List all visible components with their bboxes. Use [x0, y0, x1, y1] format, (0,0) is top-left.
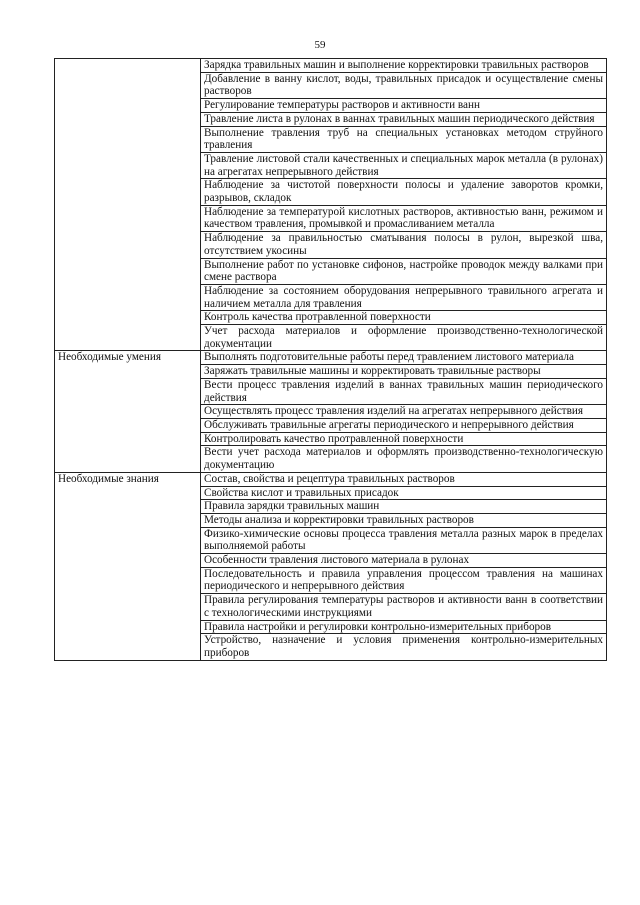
section-item: Контроль качества протравленной поверхности: [201, 311, 607, 325]
section-item: Наблюдение за чистотой поверхности полосы и удаление заворотов кромки, разрывов, складок: [201, 179, 607, 205]
competency-table: [54, 58, 607, 661]
section-item: Свойства кислот и травильных присадок: [201, 486, 607, 500]
section-item: Методы анализа и корректировки травильных растворов: [201, 513, 607, 527]
section-item: Травление листовой стали качественных и специальных марок металла (в рулонах) на агрегатах непрерывного действия: [201, 152, 607, 178]
section-item: Выполнять подготовительные работы перед травлением листового материала: [201, 351, 607, 365]
section-item: Устройство, назначение и условия применения контрольно-измерительных приборов: [201, 634, 607, 660]
section-item: Добавление в ванну кислот, воды, травильных присадок и осуществление смены растворов: [201, 72, 607, 98]
section-item: Состав, свойства и рецептура травильных растворов: [201, 472, 607, 486]
section-item: Регулирование температуры растворов и активности ванн: [201, 99, 607, 113]
table-row: [55, 351, 607, 365]
section-item: Осуществлять процесс травления изделий на агрегатах непрерывного действия: [201, 405, 607, 419]
section-item: Зарядка травильных машин и выполнение корректировки травильных растворов: [201, 59, 607, 73]
section-item: Вести процесс травления изделий в ваннах травильных машин периодического действия: [201, 378, 607, 404]
section-item: Правила регулирования температуры растворов и активности ванн в соответствии с технологическими инструкциями: [201, 594, 607, 620]
section-item: Последовательность и правила управления процессом травления на машинах периодического и непрерывного действия: [201, 567, 607, 593]
section-item: Особенности травления листового материала в рулонах: [201, 554, 607, 568]
section-item: Правила настройки и регулировки контрольно-измерительных приборов: [201, 620, 607, 634]
section-item: Правила зарядки травильных машин: [201, 500, 607, 514]
section-label-required-knowledge: Необходимые знания: [55, 472, 201, 660]
section-item: Контролировать качество протравленной поверхности: [201, 432, 607, 446]
section-item: Выполнение травления труб на специальных установках методом струйного травления: [201, 126, 607, 152]
section-item: Заряжать травильные машины и корректировать травильные растворы: [201, 365, 607, 379]
section-item: Вести учет расхода материалов и оформлять производственно-технологическую документацию: [201, 446, 607, 472]
table-row: [55, 472, 607, 486]
section-item: Выполнение работ по установке сифонов, настройке проводок между валками при смене раствора: [201, 258, 607, 284]
section-item: Наблюдение за состоянием оборудования непрерывного травильного агрегата и наличием металла для травления: [201, 284, 607, 310]
section-item: Наблюдение за температурой кислотных растворов, активностью ванн, режимом и качеством травления, промывкой и промасливанием металла: [201, 205, 607, 231]
section-item: Обслуживать травильные агрегаты периодического и непрерывного действия: [201, 418, 607, 432]
section-item: Физико-химические основы процесса травления металла разных марок в пределах выполняемой работы: [201, 527, 607, 553]
section-item: Травление листа в рулонах в ваннах травильных машин периодического действия: [201, 112, 607, 126]
table-row: [55, 59, 607, 73]
section-item: Учет расхода материалов и оформление производственно-технологической документации: [201, 325, 607, 351]
page-number: 59: [314, 39, 326, 51]
section-item: Наблюдение за правильностью сматывания полосы в рулон, вырезкой шва, отсутствием укосины: [201, 232, 607, 258]
section-label-labor-actions: [55, 59, 201, 351]
competency-table-body: [55, 59, 607, 661]
section-label-required-skills: Необходимые умения: [55, 351, 201, 472]
